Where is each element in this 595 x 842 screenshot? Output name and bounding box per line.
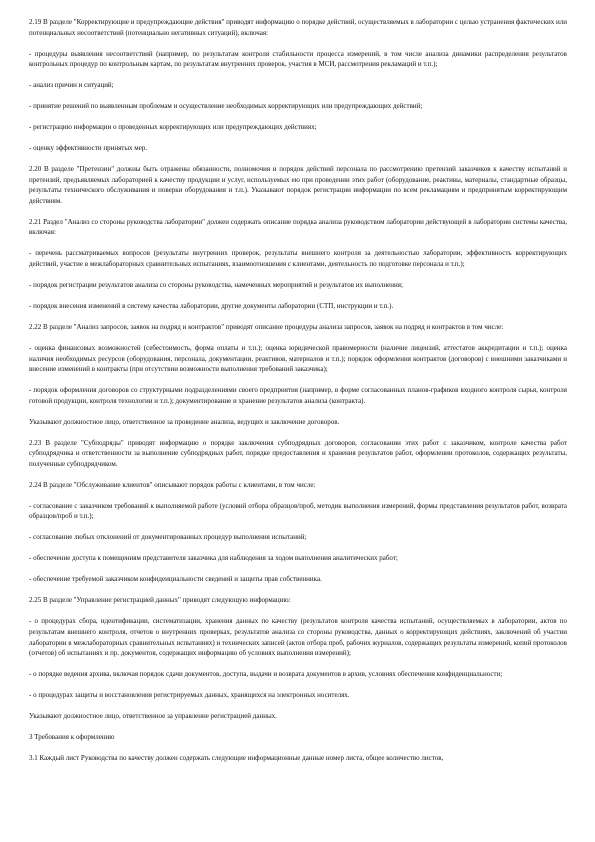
paragraph-2-25: 2.25 В разделе "Управление регистрацией данных" приводят следующую информацию:: [29, 596, 291, 605]
paragraph: Указывают должностное лицо, ответственное за управление регистрацией данных.: [29, 712, 277, 721]
list-item: - согласование любых отклонений от документированных процедур выполнения испытаний;: [29, 533, 307, 542]
paragraph-2-23: 2.23 В разделе "Субподряды" приводят информацию о порядке заключения субподрядных договоров, согласовании этих работ с заказчиком, контроле качества работ субподрядчика и ответственности за выполнение субподрядных работ, порядке предоставления и хранения результатов работ, оформлении протоколов, содержащих результаты, полученные субподрядчиком.: [29, 438, 567, 468]
paragraph-2-20: 2.20 В разделе "Претензии" должны быть отражены обязанности, полномочия и порядок действий персонала по рассмотрению претензий заказчиков к качеству испытаний и претензий, предъявляемых лабораторией к качеству продукции и услуг, используемых ею при проведении этих работ (оборудование, реактивы, материалы, стандартные образцы, результаты технического обслуживания и поверки оборудования и т.п.). Указывают порядок регистрации информации по всем рекламациям и предпринятым корректирующим действиям.: [29, 165, 567, 205]
list-item: - обеспечение доступа к помещениям представителя заказчика для наблюдения за ходом выполнения аналитических работ;: [29, 554, 398, 563]
list-item: - о процедурах защиты и восстановления регистрируемых данных, хранящихся на электронных носителях.: [29, 691, 350, 700]
list-item: - порядок регистрации результатов анализа со стороны руководства, намеченных мероприятий и результатов их выполнения;: [29, 281, 403, 290]
list-item: - обеспечение требуемой заказчиком конфиденциальности сведений и защиты прав собственника.: [29, 575, 322, 584]
list-item: - о порядке ведения архива, включая порядок сдачи документов, доступа, выдачи и возврата документов в архив, условиях обеспечения конфиденциальности;: [29, 670, 503, 679]
list-item: - процедуры выявления несоответствий (например, по результатам контроля стабильности процесса измерений, в том числе анализа динамики распределения результатов контрольных процедур по контрольным картам, по результатам внутренних проверок, участия в МСИ, рассмотрения рекламаций и т.п.);: [29, 49, 567, 69]
list-item: - анализ причин и ситуаций;: [29, 81, 114, 90]
paragraph-3-1: 3.1 Каждый лист Руководства по качеству должен содержать следующие информационные данные номер листа, общее количество листов,: [29, 754, 444, 763]
paragraph-2-19: 2.19 В разделе "Корректирующие и предупреждающие действия" приводят информацию о порядке действий, осуществляемых в лаборатории с целью устранения фактических или потенциальных несоответствий (потенциально негативных ситуаций), включая:: [29, 18, 567, 37]
list-item: - порядок оформления договоров со структурными подразделениями своего предприятия (например, в форме согласованных планов-графиков входного контроля сырья, контроля готовой продукции, контроля технологии и т.п.); документирование и хранение результатов анализа (контракта).: [29, 386, 567, 405]
paragraph-2-21: 2.21 Раздел "Анализ со стороны руководства лаборатории" должен содержать описание порядка анализа руководством лаборатории действующей в лаборатории системы качества, включая:: [29, 217, 567, 237]
list-item: - оценку эффективности принятых мер.: [29, 144, 148, 153]
paragraph-2-24: 2.24 В разделе "Обслуживание клиентов" описывают порядок работы с клиентами, в том числе:: [29, 480, 316, 489]
paragraph-2-22: 2.22 В разделе "Анализ запросов, заявок на подряд и контрактов" приводят описание процедуры анализа запросов, заявок на подряд и контрактов в том числе:: [29, 322, 504, 331]
list-item: - согласование с заказчиком требований к выполняемой работе (условий отбора образцов/проб, методик выполнения измерений, формы представления результатов работ, возврата образцов/проб и т.п.);: [29, 501, 567, 521]
paragraph: Указывают должностное лицо, ответственное за проведение анализа, ведущих и заключение договоров.: [29, 417, 340, 426]
list-item: - регистрацию информации о проведенных корректирующих или предупреждающих действиях;: [29, 123, 317, 132]
list-item: - принятие решений по выявленным проблемам и осуществление необходимых корректирующих или предупреждающих действий;: [29, 102, 423, 111]
list-item: - оценка финансовых возможностей (себестоимость, форма оплаты и т.п.); оценка юридической правомерности (наличие лицензий, аттестатов аккредитации и т.п.); оценка наличия необходимых ресурсов (оборудования, персонала, документации, реактивов, материалов и т.п.); порядок оформления контрактов (договоров) с внешними заказчиками и внесение изменений в контракты (при отсутствии возможности выполнения требований заказчика);: [29, 343, 567, 374]
list-item: - о процедурах сбора, идентификации, систематизации, хранения данных по качеству (результатов контроля качества испытаний, осуществляемых в лаборатории, актов по результатам внешнего контроля, отчетов о внутренних проверках, результатов анализа со стороны руководства, данных о корректирующих действиях, заключений об участии лаборатории в межлабораторных сравнительных испытаниях) и технических записей (актов отбора проб, рабочих журналов, содержащих результаты измерений, копий протоколов (отчетов) об испытаниях и пр. документов, содержащих информацию об условиях выполнения измерений);: [29, 617, 567, 658]
list-item: - порядок внесения изменений в систему качества лаборатории, другие документы лаборатории (СТП, инструкции и т.п.).: [29, 302, 394, 310]
section-heading: 3 Требования к оформлению: [29, 733, 115, 742]
list-item: - перечень рассматриваемых вопросов (результаты внутренних проверок, результаты внешнего контроля за деятельностью лаборатории, эффективность корректирующих действий, участие в межлабораторных сравнительных испытаниях, взаимоотношения с клиентами, деятельность по подготовке персонала и т.п.);: [29, 249, 567, 269]
